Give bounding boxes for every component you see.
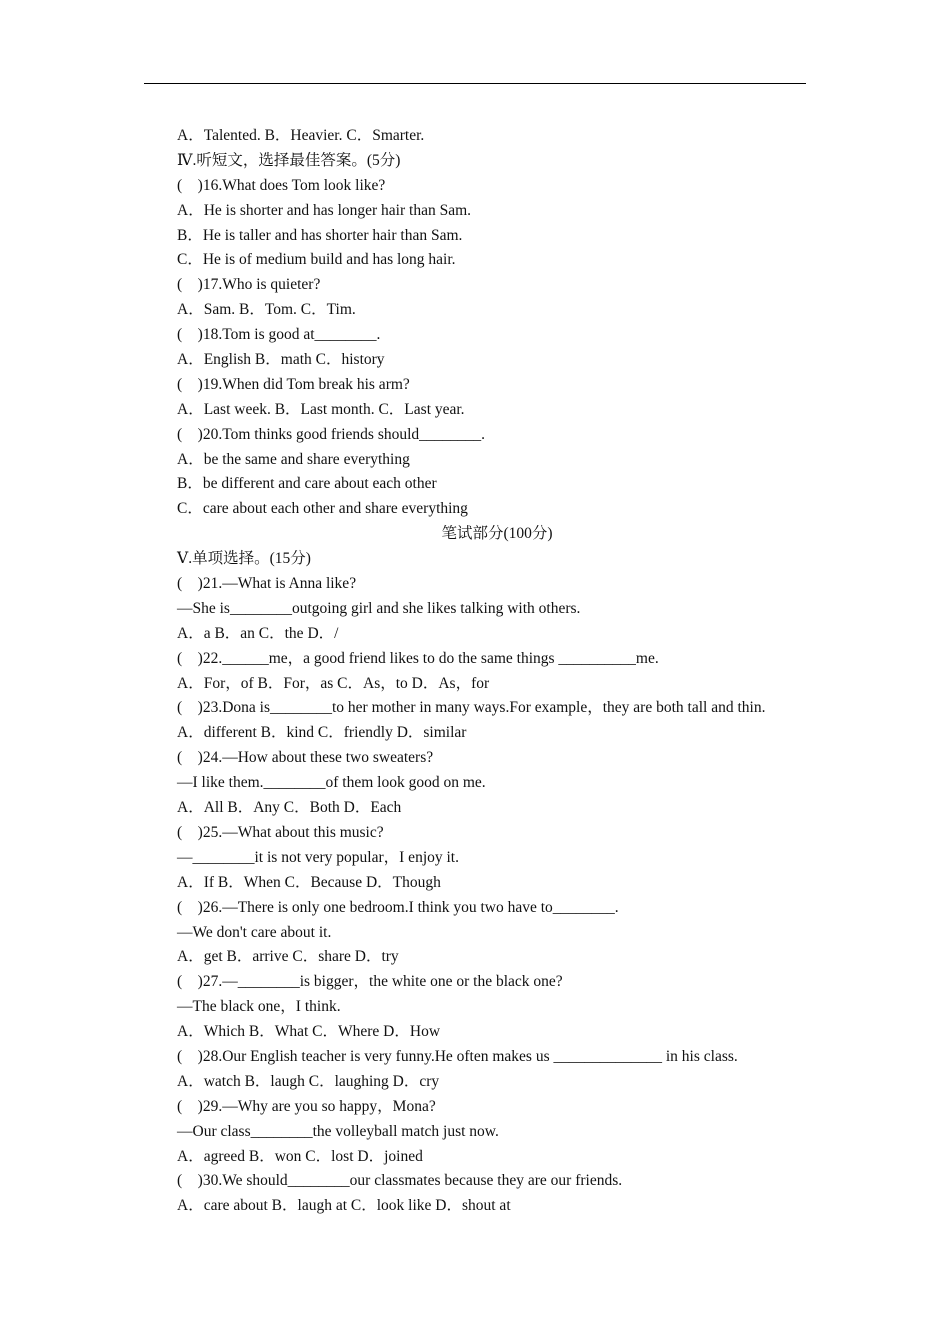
dialogue-line: —Our class________the volleyball match just now.: [177, 1122, 499, 1140]
option-line: A．If B．When C．Because D．Though: [177, 873, 441, 891]
question-line: ( )25.—What about this music?: [177, 823, 384, 841]
option-line: A．get B．arrive C．share D．try: [177, 948, 399, 966]
option-line: C．care about each other and share everything: [177, 500, 468, 518]
question-line: ( )24.—How about these two sweaters?: [177, 749, 434, 767]
dialogue-line: —We don't care about it.: [177, 923, 332, 941]
option-line: A．He is shorter and has longer hair than Sam.: [177, 201, 472, 219]
question-line: ( )16.What does Tom look like?: [177, 176, 386, 194]
dialogue-line: —The black one，I think.: [177, 998, 341, 1016]
option-line: C．He is of medium build and has long hair.: [177, 251, 456, 269]
option-line: A．Which B．What C．Where D．How: [177, 1023, 441, 1041]
option-line: A．care about B．laugh at C．look like D．shout at: [177, 1197, 511, 1215]
question-line: ( )30.We should________our classmates because they are our friends.: [177, 1172, 623, 1190]
question-line: ( )28.Our English teacher is very funny.He often makes us ______________ in his class.: [177, 1047, 738, 1065]
part-title: 笔试部分(100分): [441, 525, 553, 543]
question-line: ( )23.Dona is________to her mother in many ways.For example，they are both tall and thin.: [177, 699, 766, 717]
option-line: A．different B．kind C．friendly D．similar: [177, 724, 467, 742]
section-heading: Ⅳ.听短文，选择最佳答案。(5分): [177, 151, 401, 169]
option-line: A．agreed B．won C．lost D．joined: [177, 1147, 423, 1165]
option-line: A．For，of B．For，as C．As，to D．As，for: [177, 674, 490, 692]
question-line: ( )17.Who is quieter?: [177, 276, 321, 294]
option-line: A．Talented. B．Heavier. C．Smarter.: [177, 127, 425, 144]
section-heading: Ⅴ.单项选择。(15分): [177, 550, 311, 568]
option-line: A．watch B．laugh C．laughing D．cry: [177, 1072, 440, 1090]
option-line: B．He is taller and has shorter hair than Sam.: [177, 226, 463, 244]
question-line: ( )26.—There is only one bedroom.I think you two have to________.: [177, 898, 619, 916]
option-line: A．a B．an C．the D．/: [177, 624, 339, 642]
option-line: A．All B．Any C．Both D．Each: [177, 799, 402, 817]
question-line: ( )22.______me，a good friend likes to do the same things __________me.: [177, 649, 659, 667]
question-line: ( )21.—What is Anna like?: [177, 575, 357, 593]
header-rule: [144, 83, 806, 84]
question-line: ( )20.Tom thinks good friends should________.: [177, 425, 486, 443]
document-body: [177, 124, 817, 1219]
dialogue-line: —She is________outgoing girl and she likes talking with others.: [177, 599, 581, 617]
dialogue-line: —________it is not very popular，I enjoy it.: [177, 848, 459, 866]
option-line: A．Last week. B．Last month. C．Last year.: [177, 400, 465, 418]
option-line: A．English B．math C．history: [177, 351, 385, 369]
option-line: B．be different and care about each other: [177, 475, 437, 493]
question-line: ( )18.Tom is good at________.: [177, 326, 381, 344]
option-line: A．be the same and share everything: [177, 450, 410, 468]
question-line: ( )19.When did Tom break his arm?: [177, 375, 410, 393]
dialogue-line: —I like them.________of them look good on me.: [177, 774, 486, 792]
question-line: ( )29.—Why are you so happy，Mona?: [177, 1097, 436, 1115]
question-line: ( )27.—________is bigger，the white one or the black one?: [177, 973, 563, 991]
option-line: A．Sam. B．Tom. C．Tim.: [177, 301, 356, 319]
